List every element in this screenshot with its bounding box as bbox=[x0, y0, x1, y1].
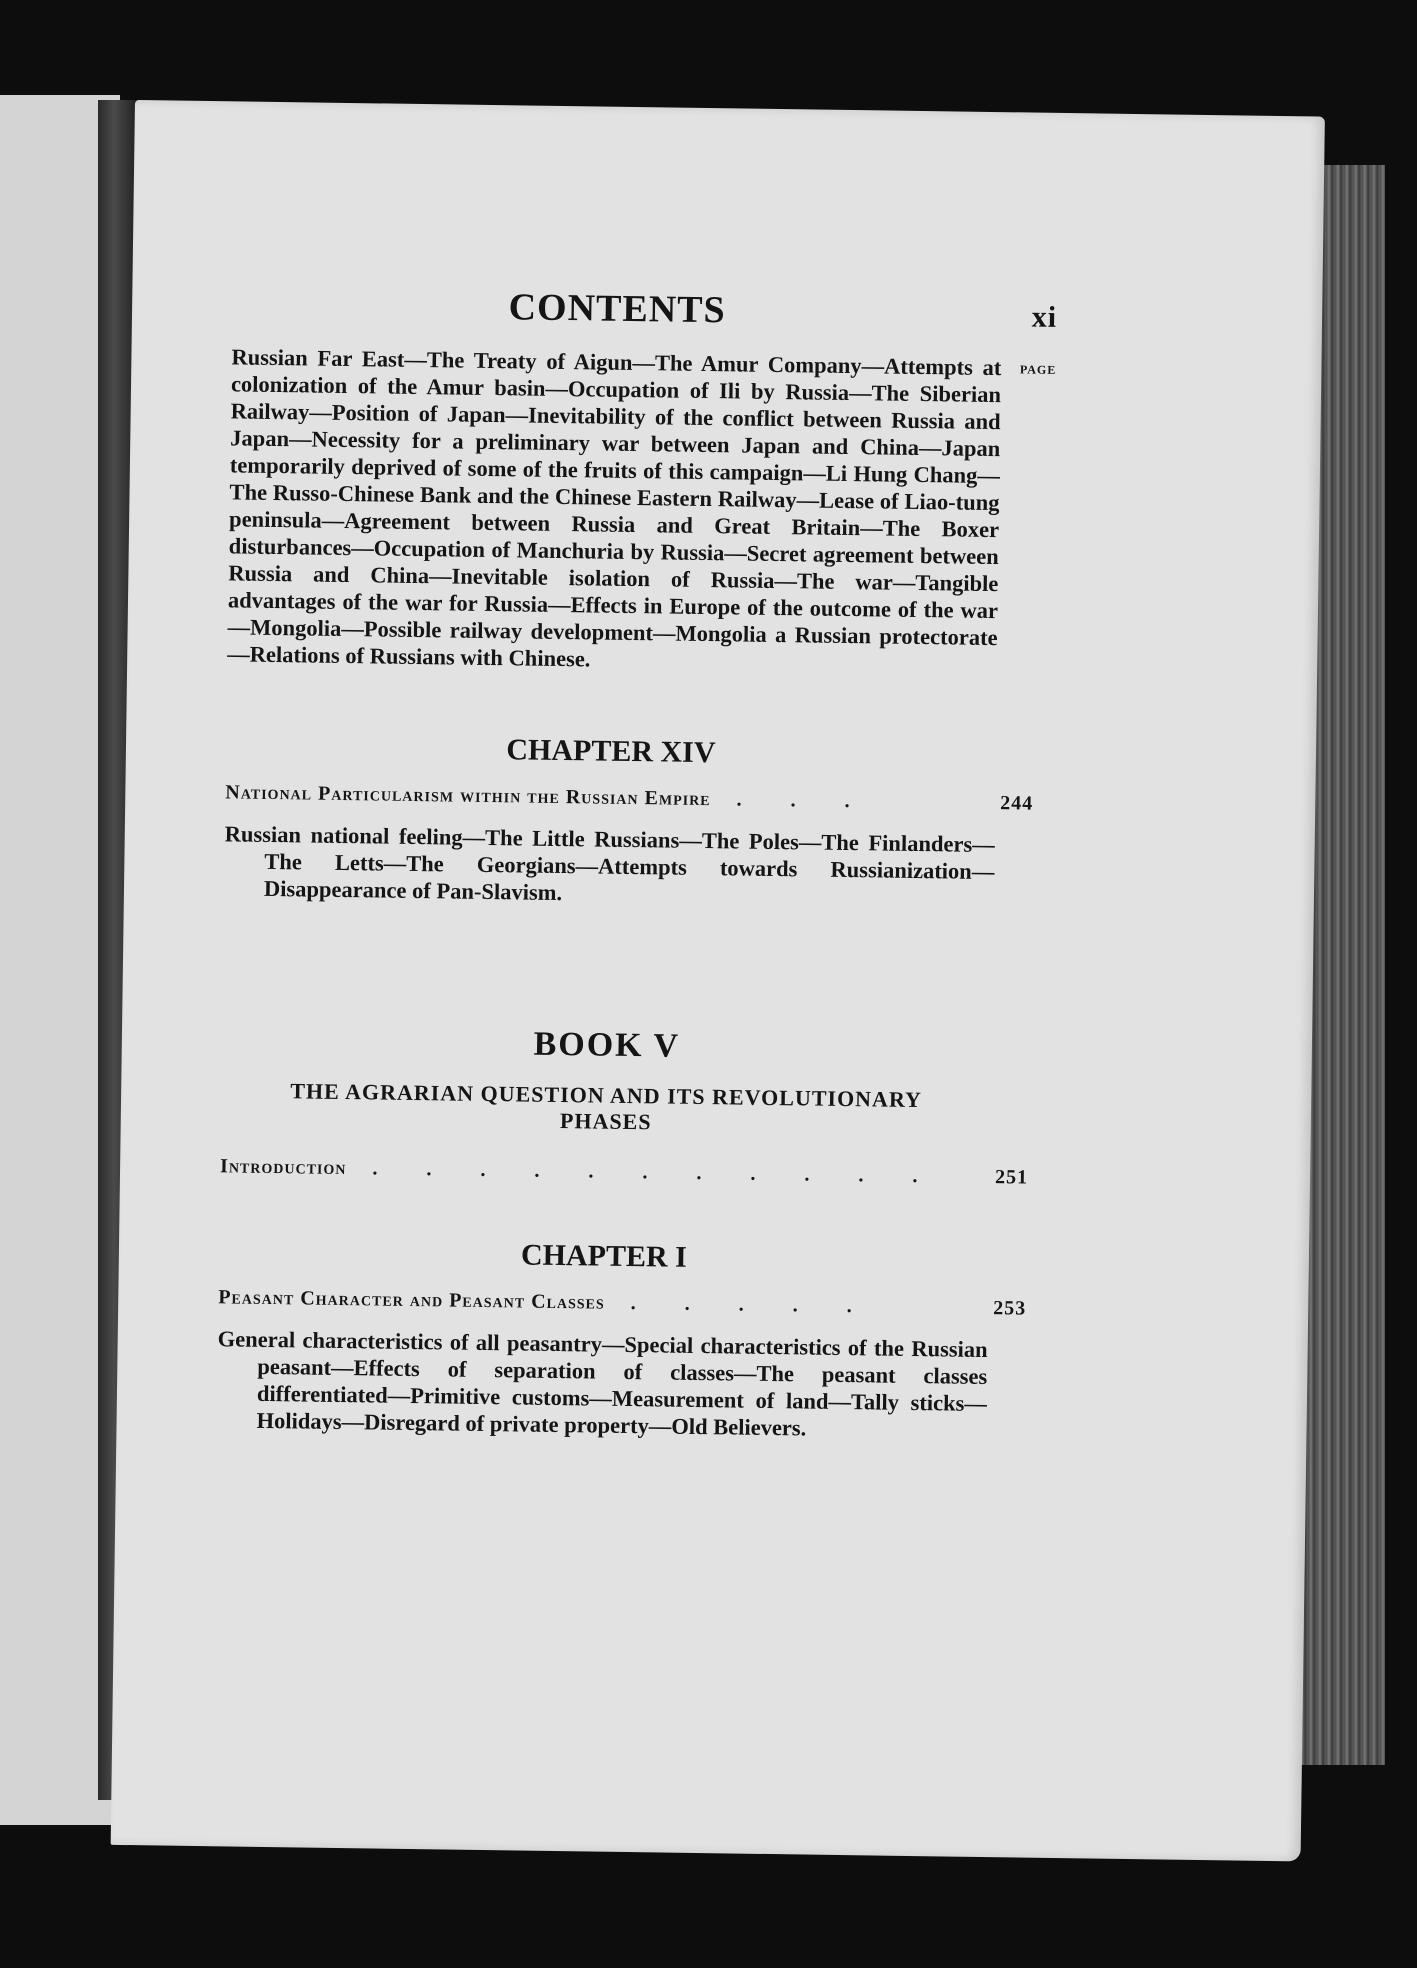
book-v-subtitle-line2: PHASES bbox=[559, 1108, 652, 1135]
book-v-heading: BOOK V bbox=[533, 1025, 681, 1065]
introduction-leader: . . . . . . . . . . . bbox=[372, 1157, 940, 1188]
contents-page bbox=[111, 100, 1325, 1861]
chapter-i-summary: General characteristics of all peasantry—Special characteristics of the Russian peasant—Effects of separation of classes—The peasant classes differentiated—Primitive customs—Measurement of land—Tally sticks—Holidays—Disregard of private property—Old Believers. bbox=[217, 1326, 988, 1441]
chapter-i-page: 253 bbox=[993, 1297, 1027, 1320]
chapter-xiv-title: National Particularism within the Russian Empire bbox=[225, 781, 711, 811]
chapter-i-title: Peasant Character and Peasant Classes bbox=[218, 1286, 605, 1314]
continued-chapter-summary: Russian Far East—The Treaty of Aigun—The Amur Company—Attempts at colonization of the Amur basin—Occupation of Ili by Russia—The Siberian Railway—Position of Japan—Inevitability of the conflict between Russia and Japan—Necessity for a preliminary war between Japan and China—Japan temporarily deprived of some of the fruits of this campaign—Li Hung Chang—The Russo-Chinese Bank and the Chinese Eastern Railway—Lease of Liao-tung peninsula—Agreement between Russia and Great Britain—The Boxer disturbances—Occupation of Manchuria by Russia—Secret agreement between Russia and China—Inevitable isolation of Russia—The war—Tangible advantages of the war for Russia—Effects in Europe of the outcome of the war—Mongolia—Possible railway development—Mongolia a Russian protectorate—Relations of Russians with Chinese. bbox=[227, 344, 1002, 672]
introduction-title: Introduction bbox=[219, 1155, 347, 1180]
introduction-page: 251 bbox=[994, 1166, 1029, 1189]
chapter-xiv-page: 244 bbox=[1000, 792, 1034, 815]
chapter-i-heading: CHAPTER I bbox=[520, 1238, 688, 1274]
chapter-xiv-summary: Russian national feeling—The Little Russians—The Poles—The Finlanders—The Letts—The Georgians—Attempts towards Russianization—Disappearance of Pan-Slavism. bbox=[224, 821, 995, 906]
chapter-xiv-leader: . . . bbox=[736, 788, 872, 813]
chapter-i-leader: . . . . . bbox=[630, 1292, 874, 1318]
book-v-subtitle-line1: THE AGRARIAN QUESTION AND ITS REVOLUTIONARY bbox=[290, 1078, 923, 1113]
folio: xi bbox=[1031, 300, 1058, 334]
running-head-title: CONTENTS bbox=[508, 286, 726, 332]
page-content bbox=[216, 281, 1058, 1444]
running-head bbox=[232, 281, 1058, 377]
page-column-label: PAGE bbox=[1019, 362, 1057, 377]
chapter-xiv-heading: CHAPTER XIV bbox=[506, 733, 716, 770]
